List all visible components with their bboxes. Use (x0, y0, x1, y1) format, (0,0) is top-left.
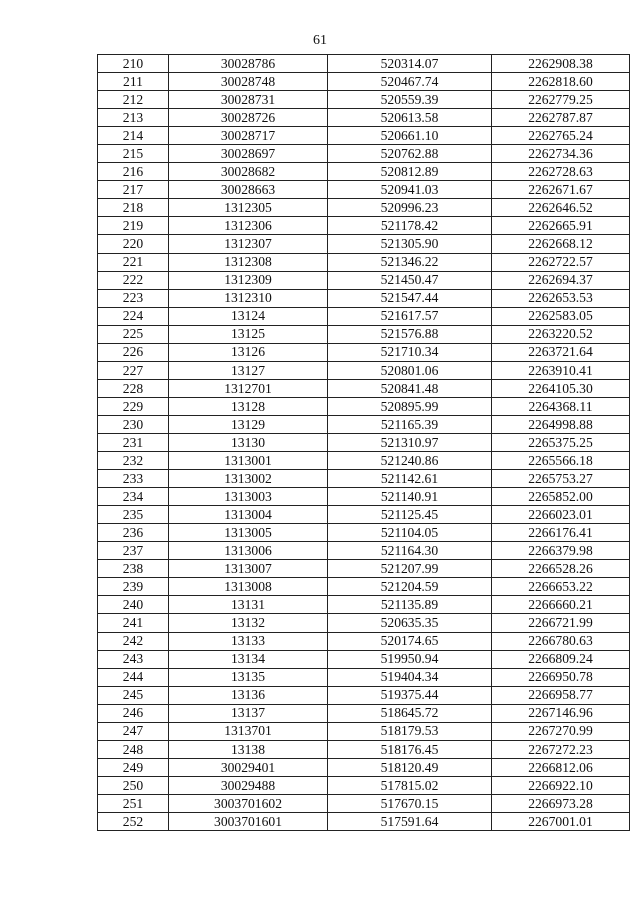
point-code-cell: 1313002 (169, 470, 328, 488)
point-code-cell: 30029488 (169, 776, 328, 794)
x-coordinate-cell: 517815.02 (328, 776, 492, 794)
point-number-cell: 220 (98, 235, 169, 253)
table-row (98, 722, 630, 740)
point-number-cell: 225 (98, 325, 169, 343)
point-number-cell: 233 (98, 470, 169, 488)
point-number-cell: 239 (98, 578, 169, 596)
point-code-cell: 30028682 (169, 163, 328, 181)
x-coordinate-cell: 518179.53 (328, 722, 492, 740)
y-coordinate-cell: 2262908.38 (492, 55, 630, 73)
table-row (98, 325, 630, 343)
x-coordinate-cell: 520762.88 (328, 145, 492, 163)
x-coordinate-cell: 520174.65 (328, 632, 492, 650)
y-coordinate-cell: 2266023.01 (492, 506, 630, 524)
table-row (98, 632, 630, 650)
table-row (98, 650, 630, 668)
y-coordinate-cell: 2266379.98 (492, 542, 630, 560)
y-coordinate-cell: 2262818.60 (492, 73, 630, 91)
point-code-cell: 13125 (169, 325, 328, 343)
point-code-cell: 13124 (169, 307, 328, 325)
point-code-cell: 13128 (169, 397, 328, 415)
point-number-cell: 210 (98, 55, 169, 73)
point-number-cell: 221 (98, 253, 169, 271)
x-coordinate-cell: 521125.45 (328, 506, 492, 524)
x-coordinate-cell: 520996.23 (328, 199, 492, 217)
table-row (98, 524, 630, 542)
x-coordinate-cell: 521135.89 (328, 596, 492, 614)
x-coordinate-cell: 520812.89 (328, 163, 492, 181)
y-coordinate-cell: 2262653.53 (492, 289, 630, 307)
table-row (98, 235, 630, 253)
table-row (98, 163, 630, 181)
table-row (98, 415, 630, 433)
point-number-cell: 227 (98, 361, 169, 379)
point-code-cell: 1312308 (169, 253, 328, 271)
x-coordinate-cell: 520635.35 (328, 614, 492, 632)
point-number-cell: 234 (98, 488, 169, 506)
x-coordinate-cell: 521617.57 (328, 307, 492, 325)
point-code-cell: 1313008 (169, 578, 328, 596)
page-number: 61 (313, 33, 327, 48)
point-number-cell: 215 (98, 145, 169, 163)
y-coordinate-cell: 2266958.77 (492, 686, 630, 704)
table-row (98, 794, 630, 812)
x-coordinate-cell: 520941.03 (328, 181, 492, 199)
table-row (98, 740, 630, 758)
point-number-cell: 213 (98, 109, 169, 127)
y-coordinate-cell: 2262728.63 (492, 163, 630, 181)
y-coordinate-cell: 2266528.26 (492, 560, 630, 578)
y-coordinate-cell: 2263721.64 (492, 343, 630, 361)
point-number-cell: 223 (98, 289, 169, 307)
x-coordinate-cell: 518176.45 (328, 740, 492, 758)
point-number-cell: 232 (98, 452, 169, 470)
point-number-cell: 244 (98, 668, 169, 686)
table-row (98, 488, 630, 506)
x-coordinate-cell: 520801.06 (328, 361, 492, 379)
table-row (98, 578, 630, 596)
table-row (98, 361, 630, 379)
x-coordinate-cell: 521710.34 (328, 343, 492, 361)
y-coordinate-cell: 2262646.52 (492, 199, 630, 217)
coordinates-table (97, 54, 630, 831)
point-number-cell: 229 (98, 397, 169, 415)
point-code-cell: 13131 (169, 596, 328, 614)
x-coordinate-cell: 520841.48 (328, 379, 492, 397)
point-code-cell: 1313003 (169, 488, 328, 506)
x-coordinate-cell: 521207.99 (328, 560, 492, 578)
point-code-cell: 30028748 (169, 73, 328, 91)
x-coordinate-cell: 520613.58 (328, 109, 492, 127)
x-coordinate-cell: 520661.10 (328, 127, 492, 145)
table-row (98, 109, 630, 127)
x-coordinate-cell: 520559.39 (328, 91, 492, 109)
point-code-cell: 1312305 (169, 199, 328, 217)
point-number-cell: 226 (98, 343, 169, 361)
x-coordinate-cell: 521140.91 (328, 488, 492, 506)
y-coordinate-cell: 2266950.78 (492, 668, 630, 686)
point-number-cell: 250 (98, 776, 169, 794)
point-code-cell: 13130 (169, 433, 328, 451)
table-row (98, 433, 630, 451)
table-row (98, 307, 630, 325)
x-coordinate-cell: 518645.72 (328, 704, 492, 722)
y-coordinate-cell: 2265375.25 (492, 433, 630, 451)
point-code-cell: 13132 (169, 614, 328, 632)
table-row (98, 271, 630, 289)
coordinates-table-container (97, 54, 630, 831)
x-coordinate-cell: 520314.07 (328, 55, 492, 73)
point-code-cell: 1313004 (169, 506, 328, 524)
y-coordinate-cell: 2264105.30 (492, 379, 630, 397)
x-coordinate-cell: 519950.94 (328, 650, 492, 668)
x-coordinate-cell: 521450.47 (328, 271, 492, 289)
table-row (98, 55, 630, 73)
point-code-cell: 13136 (169, 686, 328, 704)
point-code-cell: 3003701602 (169, 794, 328, 812)
x-coordinate-cell: 517591.64 (328, 812, 492, 830)
point-number-cell: 240 (98, 596, 169, 614)
table-row (98, 668, 630, 686)
point-code-cell: 1312306 (169, 217, 328, 235)
y-coordinate-cell: 2263910.41 (492, 361, 630, 379)
x-coordinate-cell: 521178.42 (328, 217, 492, 235)
table-row (98, 758, 630, 776)
x-coordinate-cell: 521165.39 (328, 415, 492, 433)
y-coordinate-cell: 2262765.24 (492, 127, 630, 145)
table-row (98, 506, 630, 524)
point-number-cell: 230 (98, 415, 169, 433)
y-coordinate-cell: 2262722.57 (492, 253, 630, 271)
y-coordinate-cell: 2265852.00 (492, 488, 630, 506)
point-number-cell: 246 (98, 704, 169, 722)
table-row (98, 145, 630, 163)
point-code-cell: 30028663 (169, 181, 328, 199)
point-number-cell: 245 (98, 686, 169, 704)
y-coordinate-cell: 2266780.63 (492, 632, 630, 650)
table-row (98, 253, 630, 271)
y-coordinate-cell: 2264368.11 (492, 397, 630, 415)
y-coordinate-cell: 2264998.88 (492, 415, 630, 433)
y-coordinate-cell: 2266812.06 (492, 758, 630, 776)
point-number-cell: 247 (98, 722, 169, 740)
y-coordinate-cell: 2267146.96 (492, 704, 630, 722)
point-code-cell: 1313005 (169, 524, 328, 542)
point-code-cell: 30028731 (169, 91, 328, 109)
x-coordinate-cell: 517670.15 (328, 794, 492, 812)
point-code-cell: 1313001 (169, 452, 328, 470)
x-coordinate-cell: 521576.88 (328, 325, 492, 343)
table-row (98, 73, 630, 91)
x-coordinate-cell: 521142.61 (328, 470, 492, 488)
point-code-cell: 13134 (169, 650, 328, 668)
y-coordinate-cell: 2262787.87 (492, 109, 630, 127)
point-number-cell: 222 (98, 271, 169, 289)
point-number-cell: 248 (98, 740, 169, 758)
y-coordinate-cell: 2262668.12 (492, 235, 630, 253)
table-row (98, 596, 630, 614)
point-number-cell: 219 (98, 217, 169, 235)
point-number-cell: 217 (98, 181, 169, 199)
table-row (98, 704, 630, 722)
point-code-cell: 13135 (169, 668, 328, 686)
table-row (98, 812, 630, 830)
y-coordinate-cell: 2263220.52 (492, 325, 630, 343)
point-code-cell: 1312307 (169, 235, 328, 253)
y-coordinate-cell: 2262734.36 (492, 145, 630, 163)
point-code-cell: 1312310 (169, 289, 328, 307)
table-row (98, 217, 630, 235)
point-number-cell: 212 (98, 91, 169, 109)
x-coordinate-cell: 521240.86 (328, 452, 492, 470)
point-code-cell: 30028717 (169, 127, 328, 145)
y-coordinate-cell: 2267270.99 (492, 722, 630, 740)
point-code-cell: 30028786 (169, 55, 328, 73)
x-coordinate-cell: 520467.74 (328, 73, 492, 91)
point-number-cell: 252 (98, 812, 169, 830)
table-row (98, 181, 630, 199)
table-row (98, 470, 630, 488)
y-coordinate-cell: 2266653.22 (492, 578, 630, 596)
table-row (98, 776, 630, 794)
point-code-cell: 1313701 (169, 722, 328, 740)
point-code-cell: 30029401 (169, 758, 328, 776)
x-coordinate-cell: 520895.99 (328, 397, 492, 415)
point-code-cell: 30028697 (169, 145, 328, 163)
point-code-cell: 1313007 (169, 560, 328, 578)
point-number-cell: 238 (98, 560, 169, 578)
point-number-cell: 218 (98, 199, 169, 217)
point-code-cell: 1312309 (169, 271, 328, 289)
table-row (98, 452, 630, 470)
point-number-cell: 251 (98, 794, 169, 812)
x-coordinate-cell: 521164.30 (328, 542, 492, 560)
y-coordinate-cell: 2262671.67 (492, 181, 630, 199)
table-row (98, 91, 630, 109)
coordinates-table-body (98, 55, 630, 831)
point-number-cell: 236 (98, 524, 169, 542)
y-coordinate-cell: 2266660.21 (492, 596, 630, 614)
x-coordinate-cell: 519375.44 (328, 686, 492, 704)
x-coordinate-cell: 521346.22 (328, 253, 492, 271)
table-row (98, 289, 630, 307)
table-row (98, 343, 630, 361)
table-row (98, 379, 630, 397)
x-coordinate-cell: 521204.59 (328, 578, 492, 596)
y-coordinate-cell: 2262583.05 (492, 307, 630, 325)
point-number-cell: 242 (98, 632, 169, 650)
point-code-cell: 13137 (169, 704, 328, 722)
point-code-cell: 13126 (169, 343, 328, 361)
point-code-cell: 1312701 (169, 379, 328, 397)
point-code-cell: 30028726 (169, 109, 328, 127)
y-coordinate-cell: 2267001.01 (492, 812, 630, 830)
point-number-cell: 243 (98, 650, 169, 668)
y-coordinate-cell: 2266809.24 (492, 650, 630, 668)
y-coordinate-cell: 2266922.10 (492, 776, 630, 794)
y-coordinate-cell: 2262694.37 (492, 271, 630, 289)
y-coordinate-cell: 2262665.91 (492, 217, 630, 235)
table-row (98, 199, 630, 217)
point-number-cell: 211 (98, 73, 169, 91)
x-coordinate-cell: 521104.05 (328, 524, 492, 542)
y-coordinate-cell: 2266721.99 (492, 614, 630, 632)
point-code-cell: 13127 (169, 361, 328, 379)
table-row (98, 560, 630, 578)
y-coordinate-cell: 2265753.27 (492, 470, 630, 488)
x-coordinate-cell: 519404.34 (328, 668, 492, 686)
table-row (98, 397, 630, 415)
point-number-cell: 249 (98, 758, 169, 776)
point-code-cell: 13133 (169, 632, 328, 650)
y-coordinate-cell: 2266973.28 (492, 794, 630, 812)
point-code-cell: 13138 (169, 740, 328, 758)
point-code-cell: 1313006 (169, 542, 328, 560)
point-number-cell: 235 (98, 506, 169, 524)
point-number-cell: 237 (98, 542, 169, 560)
table-row (98, 127, 630, 145)
point-code-cell: 13129 (169, 415, 328, 433)
y-coordinate-cell: 2267272.23 (492, 740, 630, 758)
table-row (98, 614, 630, 632)
x-coordinate-cell: 521305.90 (328, 235, 492, 253)
x-coordinate-cell: 521547.44 (328, 289, 492, 307)
point-number-cell: 228 (98, 379, 169, 397)
x-coordinate-cell: 521310.97 (328, 433, 492, 451)
point-code-cell: 3003701601 (169, 812, 328, 830)
point-number-cell: 216 (98, 163, 169, 181)
point-number-cell: 214 (98, 127, 169, 145)
point-number-cell: 241 (98, 614, 169, 632)
y-coordinate-cell: 2262779.25 (492, 91, 630, 109)
point-number-cell: 224 (98, 307, 169, 325)
table-row (98, 542, 630, 560)
y-coordinate-cell: 2266176.41 (492, 524, 630, 542)
table-row (98, 686, 630, 704)
y-coordinate-cell: 2265566.18 (492, 452, 630, 470)
x-coordinate-cell: 518120.49 (328, 758, 492, 776)
point-number-cell: 231 (98, 433, 169, 451)
